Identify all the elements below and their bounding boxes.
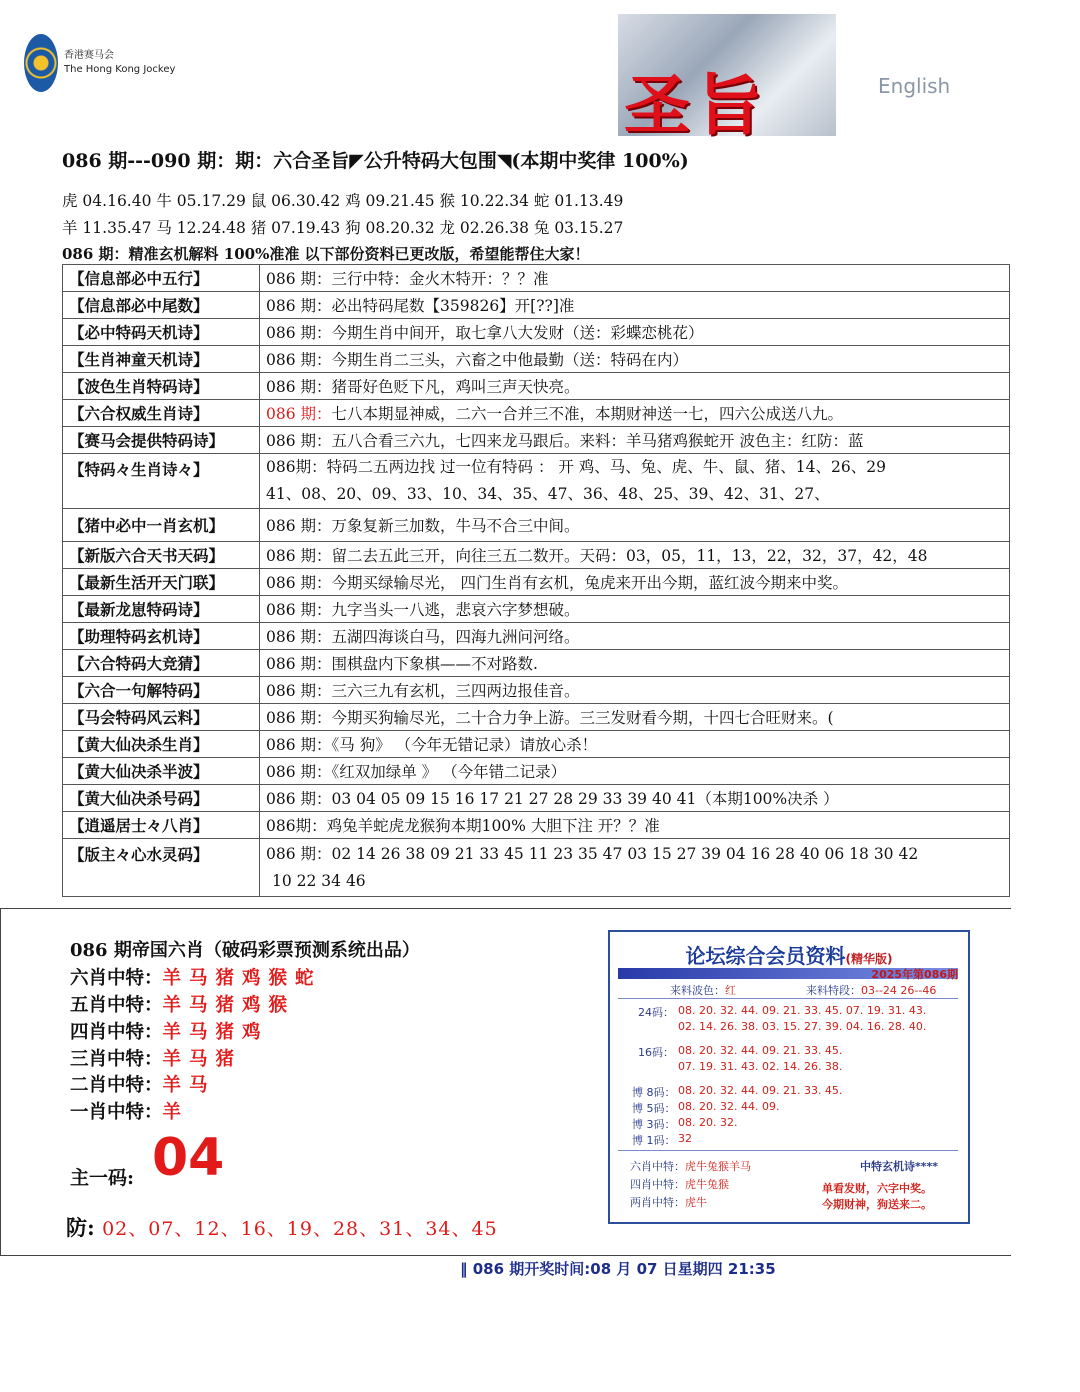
- table-row: [63, 454, 1010, 509]
- card-six: [630, 1158, 751, 1174]
- table-row: [63, 509, 1010, 542]
- row-label: 【必中特码天机诗】: [63, 319, 260, 346]
- zodiac-pick-row: [70, 964, 322, 990]
- row-value: 086 期：《红双加绿单 》 （今年错二记录）: [260, 758, 1010, 785]
- row-value-line-2: 41、08、20、09、33、10、34、35、47、36、48、25、39、42、31、27、: [266, 485, 830, 503]
- row-value-text: 七八本期显神威，二六一合并三不准，本期财神送一七，四六公成送八九。: [331, 405, 844, 423]
- row-value: 086期：鸡兔羊蛇虎龙猴狗本期100% 大胆下注 开？？准: [260, 812, 1010, 839]
- six-label: 六肖中特：: [630, 1160, 685, 1173]
- card-divider: [618, 998, 958, 999]
- table-row: [63, 292, 1010, 319]
- poem-title: 中特玄机诗****: [860, 1160, 939, 1173]
- table-row: [63, 346, 1010, 373]
- row-value-line-1: 086 期：02 14 26 38 09 21 33 45 11 23 35 47 03 15 27 39 04 16 28 40 06 18 30 42: [266, 844, 919, 863]
- main-code-label: 主一码:: [70, 1167, 135, 1189]
- row-label: 【最新龙崽特码诗】: [63, 596, 260, 623]
- row-label: 【六合权威生肖诗】: [63, 400, 260, 427]
- main-code: 04: [152, 1128, 225, 1188]
- row-label: 【黄大仙决杀半波】: [63, 758, 260, 785]
- table-row: [63, 542, 1010, 569]
- pick-label: 二肖中特：: [70, 1075, 163, 1096]
- row-label: 【六合特码大竞猜】: [63, 650, 260, 677]
- pick-symbols: 羊马猪鸡猴蛇: [162, 968, 322, 989]
- row-label: 【逍遥居士々八肖】: [63, 812, 260, 839]
- table-row: [63, 596, 1010, 623]
- pick-symbols: 羊马猪: [162, 1049, 243, 1070]
- row-value: 086 期：今期生肖二三头，六畜之中他最勤（送：特码在内）: [260, 346, 1010, 373]
- card-divider: [618, 1150, 958, 1151]
- card-title-text: 论坛综合会员资料: [685, 944, 846, 968]
- b1-values: 32: [678, 1132, 692, 1145]
- four-value: 虎牛兔猴: [685, 1178, 729, 1191]
- logo-line-1: 香港赛马会: [64, 50, 114, 61]
- wave-value: 红: [725, 984, 736, 997]
- zodiac-pick-row: [70, 1098, 189, 1124]
- pick-symbols: 羊马猪鸡: [162, 1022, 269, 1043]
- pick-label: 五肖中特：: [70, 995, 163, 1016]
- row-value: 086 期：五八合看三六九，七四来龙马跟后。来料：羊马猪鸡猴蛇开 波色主：红防：蓝: [260, 427, 1010, 454]
- pick-symbols: 羊马猪鸡猴: [162, 995, 296, 1016]
- logo-text: [64, 49, 175, 77]
- row-label: 【猪中必中一肖玄机】: [63, 509, 260, 542]
- table-row: [63, 785, 1010, 812]
- b5-values: 08. 20. 32. 44. 09.: [678, 1100, 780, 1113]
- english-link[interactable]: English: [878, 74, 951, 98]
- row-value: 086 期：九字当头一八逃，悲哀六字梦想破。: [260, 596, 1010, 623]
- poem-line-1: 单看发财，六字中奖。: [822, 1182, 932, 1195]
- row-value: [260, 454, 1010, 509]
- page-headline: 086 期---090 期：期：六合圣旨◤公升特码大包围◥(本期中奖律 100%): [62, 150, 689, 172]
- row-value: 086 期：《马 狗》 （今年无错记录）请放心杀！: [260, 731, 1010, 758]
- c24-line-2: 02. 14. 26. 38. 03. 15. 27. 39. 04. 16. 28. 40.: [678, 1020, 927, 1033]
- row-label: 【信息部必中五行】: [63, 265, 260, 292]
- b1-label: 博 1码：: [632, 1134, 676, 1147]
- card-two: [630, 1194, 707, 1210]
- b8-values: 08. 20. 32. 44. 09. 21. 33. 45.: [678, 1084, 843, 1097]
- zodiac-pick-row: [70, 991, 295, 1017]
- table-row: [63, 650, 1010, 677]
- hkjc-logo: [24, 34, 175, 92]
- b3-values: 08. 20. 32.: [678, 1116, 738, 1129]
- pick-label: 三肖中特：: [70, 1049, 163, 1070]
- four-label: 四肖中特：: [630, 1178, 685, 1191]
- c24-label: 24码：: [638, 1006, 674, 1019]
- table-row: [63, 758, 1010, 785]
- table-row: [63, 427, 1010, 454]
- row-label: 【波色生肖特码诗】: [63, 373, 260, 400]
- table-row: [63, 704, 1010, 731]
- row-value: 086 期：猪哥好色贬下凡，鸡叫三声天快亮。: [260, 373, 1010, 400]
- zodiac-pick-row: [70, 1045, 242, 1071]
- card-edition: (精华版): [845, 952, 893, 966]
- table-row: [63, 623, 1010, 650]
- table-row: [63, 812, 1010, 839]
- row-value: 086 期：三行中特：金火木特开：？？准: [260, 265, 1010, 292]
- feature-value: 03--24 26--46: [861, 984, 937, 997]
- row-value: 086 期：围棋盘内下象棋——不对路数.: [260, 650, 1010, 677]
- pick-label: 一肖中特：: [70, 1102, 163, 1123]
- row-value-line-2: 10 22 34 46: [272, 871, 366, 890]
- row-value: 086 期：万象复新三加数，牛马不合三中间。: [260, 509, 1010, 542]
- card-wave: [670, 982, 736, 998]
- zodiac-numbers-line-1: 虎 04.16.40 牛 05.17.29 鼠 06.30.42 鸡 09.21.45 猴 10.22.34 蛇 01.13.49: [62, 192, 624, 210]
- row-value: 086 期：今期买狗输尽光，二十合力争上游。三三发财看今期，十四七合旺财来。(: [260, 704, 1010, 731]
- table-row: [63, 839, 1010, 897]
- two-label: 两肖中特：: [630, 1196, 685, 1209]
- table-row: [63, 569, 1010, 596]
- six-value: 虎牛兔猴羊马: [685, 1160, 751, 1173]
- row-period-prefix: 086 期：: [266, 405, 332, 423]
- row-label: 【新版六合天书天码】: [63, 542, 260, 569]
- table-row: [63, 373, 1010, 400]
- card-period: 2025年第086期: [871, 968, 958, 981]
- row-label: 【特码々生肖诗々】: [63, 454, 260, 509]
- zodiac-numbers-line-2: 羊 11.35.47 马 12.24.48 猪 07.19.43 狗 08.20.32 龙 02.26.38 兔 03.15.27: [62, 219, 624, 237]
- row-label: 【黄大仙决杀号码】: [63, 785, 260, 812]
- c16-line-2: 07. 19. 31. 43. 02. 14. 26. 38.: [678, 1060, 843, 1073]
- row-label: 【马会特码风云料】: [63, 704, 260, 731]
- pick-label: 六肖中特：: [70, 968, 163, 989]
- member-data-card: [608, 930, 970, 1224]
- logo-line-2: The Hong Kong Jockey: [64, 64, 176, 75]
- table-row: [63, 265, 1010, 292]
- row-value-line-1: 086期：特码二五两边找 过一位有特码 ： 开 鸡、马、兔、虎、牛、鼠、猪、14、26、29: [266, 458, 886, 476]
- row-value: 086 期：留二去五此三开，向往三五二数开。天码：03，05，11，13，22，32，37，42，48: [260, 542, 1010, 569]
- table-row: [63, 400, 1010, 427]
- feature-label: 来料特段：: [806, 984, 861, 997]
- pick-symbols: 羊: [162, 1102, 190, 1123]
- six-zodiac-title: 086 期帝国六肖（破码彩票预测系统出品）: [70, 940, 420, 961]
- row-value: 086 期：今期生肖中间开，取七拿八大发财（送：彩蝶恋桃花）: [260, 319, 1010, 346]
- prediction-table: [62, 264, 1010, 897]
- jockey-club-emblem-icon: [24, 34, 58, 92]
- b5-label: 博 5码：: [632, 1102, 676, 1115]
- c16-label: 16码：: [638, 1046, 674, 1059]
- defense-numbers: [66, 1212, 498, 1242]
- row-label: 【赛马会提供特码诗】: [63, 427, 260, 454]
- card-title: [610, 940, 968, 969]
- draw-time-footer: ‖ 086 期开奖时间:08 月 07 日星期四 21:35: [460, 1260, 776, 1278]
- row-label: 【助理特码玄机诗】: [63, 623, 260, 650]
- poem-line-2: 今期财神，狗送来二。: [822, 1198, 932, 1211]
- zodiac-pick-row: [70, 1071, 216, 1097]
- defense-label: 防:: [66, 1215, 95, 1240]
- row-label: 【最新生活开天门联】: [63, 569, 260, 596]
- update-note: 086 期：精准玄机解料 100%准准 以下部份资料已更改版，希望能帮住大家！: [62, 245, 590, 263]
- wave-label: 来料波色：: [670, 984, 725, 997]
- pick-label: 四肖中特：: [70, 1022, 163, 1043]
- row-value: 086 期：三六三九有玄机，三四两边报佳音。: [260, 677, 1010, 704]
- card-four: [630, 1176, 729, 1192]
- table-row: [63, 677, 1010, 704]
- row-label: 【黄大仙决杀生肖】: [63, 731, 260, 758]
- c24-line-1: 08. 20. 32. 44. 09. 21. 33. 45. 07. 19. 31. 43.: [678, 1004, 927, 1017]
- pick-symbols: 羊马: [162, 1075, 216, 1096]
- row-label: 【六合一句解特码】: [63, 677, 260, 704]
- zodiac-pick-row: [70, 1018, 269, 1044]
- row-value: 086 期：今期买绿输尽光， 四门生肖有玄机，兔虎来开出今期，蓝红波今期来中奖。: [260, 569, 1010, 596]
- two-value: 虎牛: [685, 1196, 707, 1209]
- banner-title: 圣旨: [624, 66, 768, 144]
- row-value: [260, 400, 1010, 427]
- row-value: 086 期：03 04 05 09 15 16 17 21 27 28 29 33 39 40 41（本期100%决杀 ）: [260, 785, 1010, 812]
- row-value: 086 期：必出特码尾数【359826】开[??]准: [260, 292, 1010, 319]
- table-row: [63, 319, 1010, 346]
- row-value: [260, 839, 1010, 897]
- row-label: 【生肖神童天机诗】: [63, 346, 260, 373]
- card-feature: [806, 982, 936, 998]
- row-value: 086 期：五湖四海谈白马，四海九洲问河络。: [260, 623, 1010, 650]
- table-row: [63, 731, 1010, 758]
- b8-label: 博 8码：: [632, 1086, 676, 1099]
- row-label: 【版主々心水灵码】: [63, 839, 260, 897]
- c16-line-1: 08. 20. 32. 44. 09. 21. 33. 45.: [678, 1044, 843, 1057]
- b3-label: 博 3码：: [632, 1118, 676, 1131]
- row-label: 【信息部必中尾数】: [63, 292, 260, 319]
- defense-values: 02、07、12、16、19、28、31、34、45: [102, 1218, 498, 1240]
